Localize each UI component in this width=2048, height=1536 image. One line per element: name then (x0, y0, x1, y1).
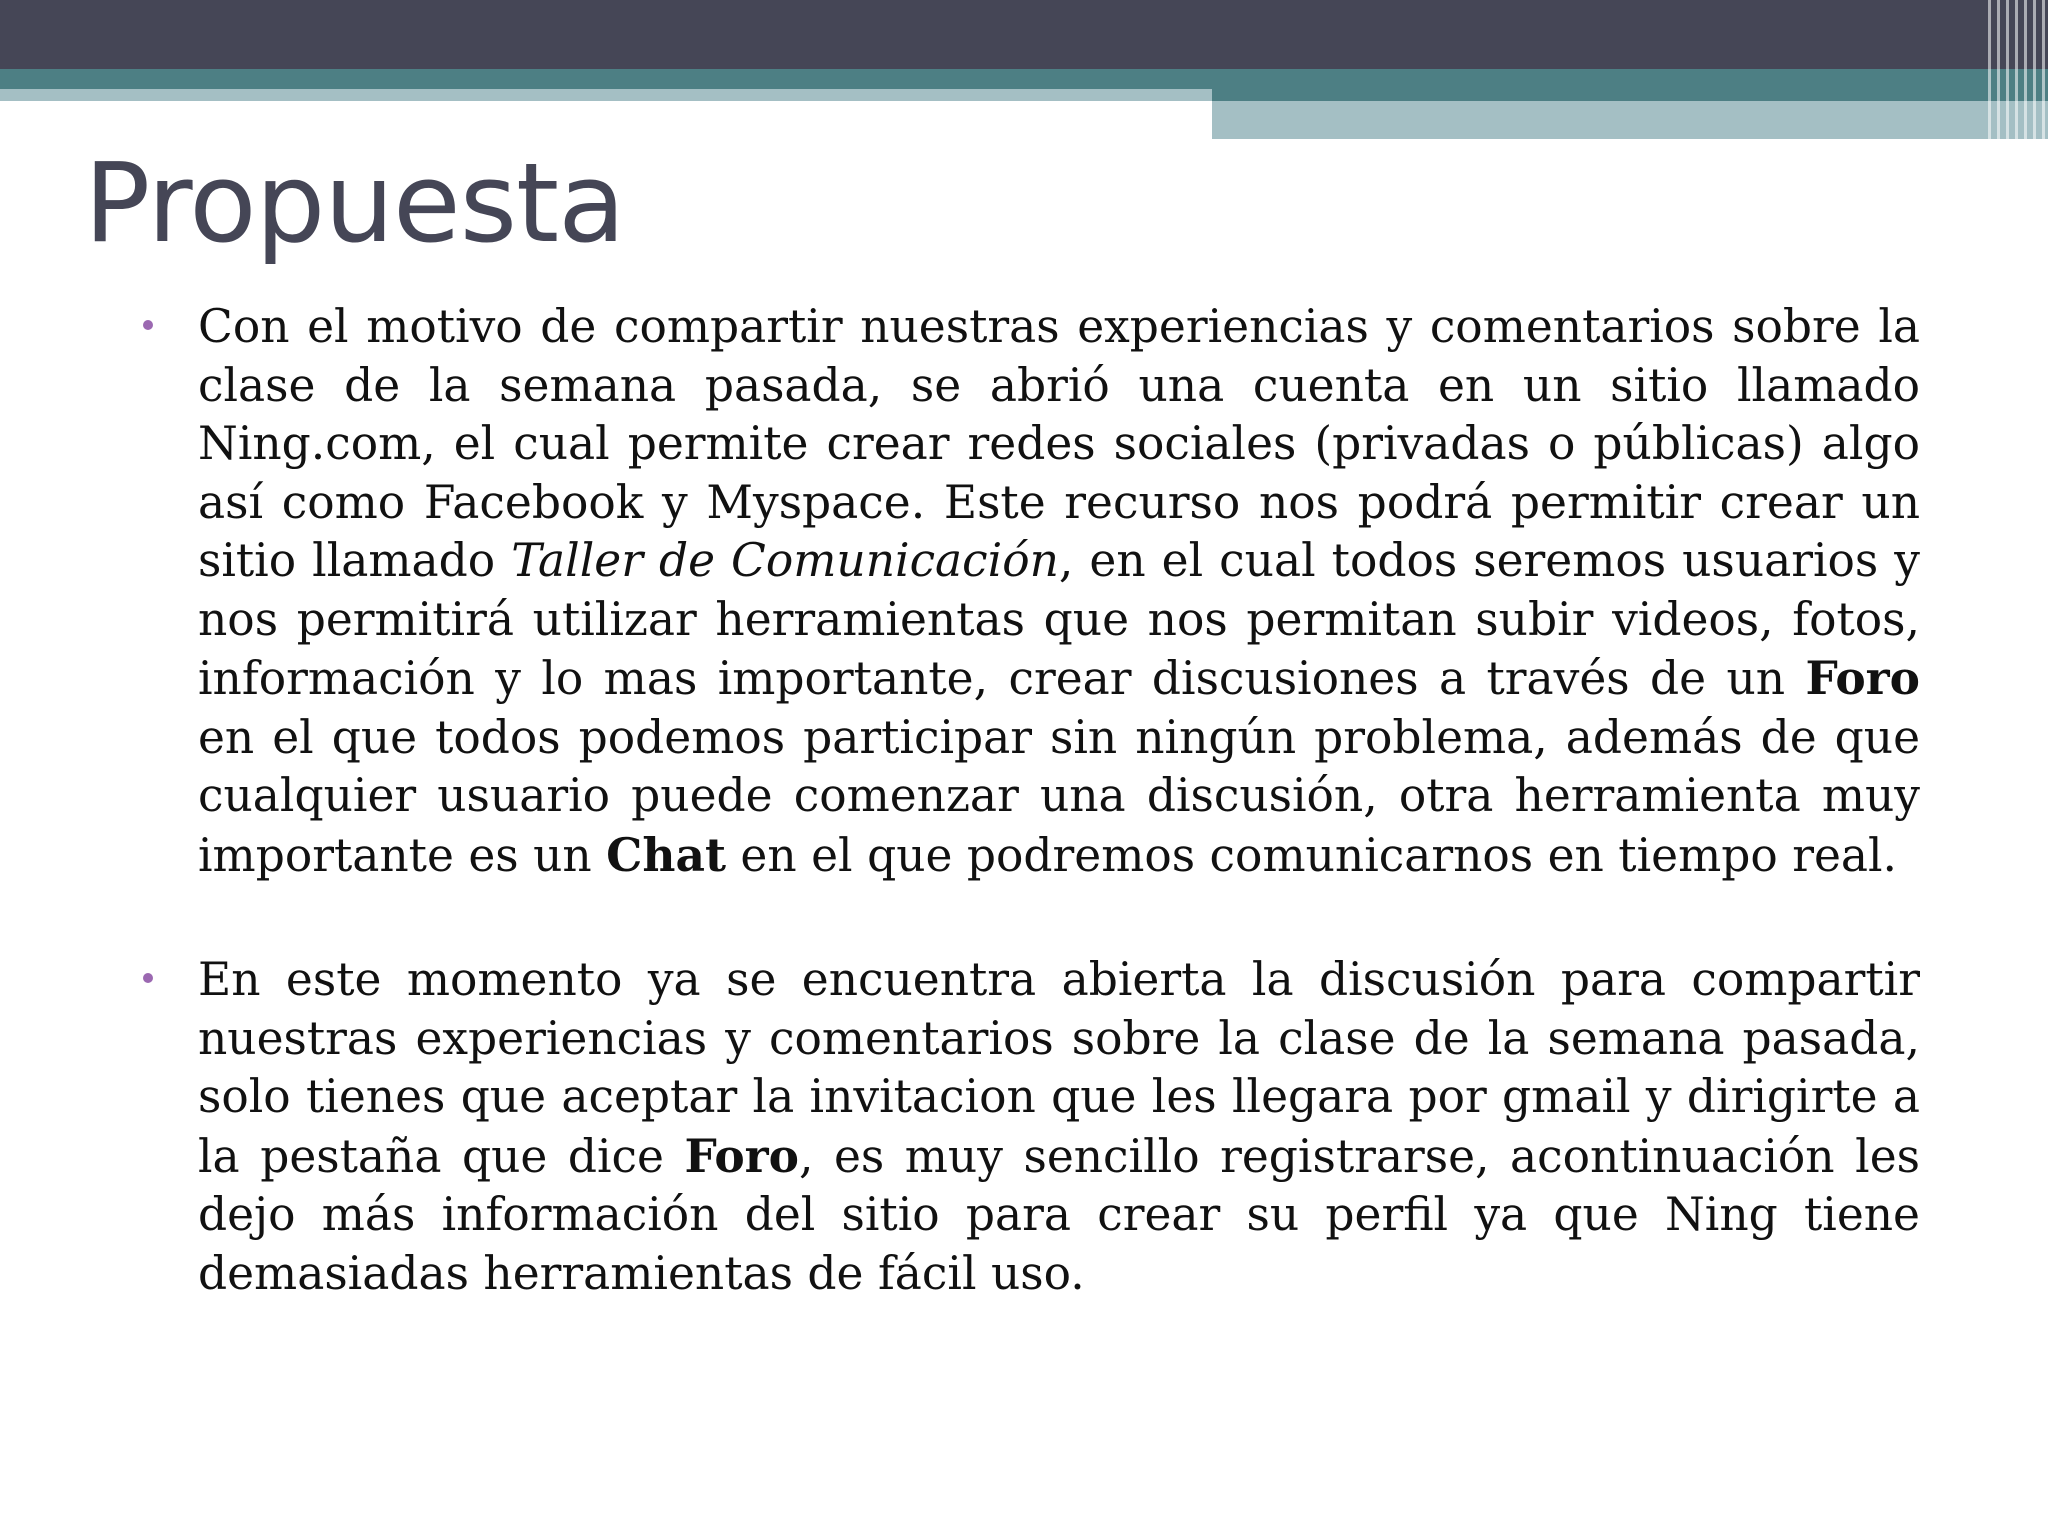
header-band-light-left (0, 89, 1212, 101)
header-band-dark (0, 0, 2048, 69)
bullet-item-2 (140, 951, 1920, 1303)
bullet-2-text-1: En este momento ya se encuentra abierta la discusión para compartir nuestras experiencias y comentarios sobre la clase de la semana pasada, solo tienes que aceptar la invitacion que les llegara por gmail y dirigirte a la pestaña que dice (198, 953, 1920, 1183)
bullet-1-bold-chat: Chat (606, 827, 726, 882)
bullet-2-bold-foro: Foro (684, 1128, 799, 1183)
bullet-item-1 (140, 298, 1920, 885)
bullet-1-italic-site-name: Taller de Comunicación (511, 534, 1059, 587)
slide-title: Propuesta (84, 139, 625, 267)
header-band-light-right (1212, 101, 2048, 139)
bullet-1-bold-foro: Foro (1805, 651, 1920, 705)
bullet-dot-icon (143, 320, 153, 330)
bullet-1-text-4: en el que podremos comunicarnos en tiempo real. (725, 828, 1898, 882)
bullet-dot-icon (143, 973, 153, 983)
header-stripes-decoration (1988, 0, 2048, 139)
bullet-1-text-3: en el que todos podemos participar sin ningún problema, además de que cualquier usuario puede comenzar una discusión, otra herramienta muy importante es un (198, 710, 1920, 882)
bullet-1-text-1: Con el motivo de compartir nuestras experiencias y comentarios sobre la clase de la semana pasada, se abrió una cuenta en un sitio llamado Ning.com, el cual permite crear redes sociales (privadas o públicas) algo así como Facebook y Myspace. Este recurso nos podrá permitir crear un sitio llamado (198, 300, 1920, 587)
bullet-1-text-2: , en el cual todos seremos usuarios y nos permitirá utilizar herramientas que nos permitan subir videos, fotos, información y lo mas importante, crear discusiones a través de un (198, 534, 1920, 705)
slide-body (140, 298, 1920, 1303)
bullet-2-text-2: , es muy sencillo registrarse, acontinuación les dejo más información del sitio para crear su perfil ya que Ning tiene demasiadas herramientas de fácil uso. (198, 1129, 1920, 1300)
